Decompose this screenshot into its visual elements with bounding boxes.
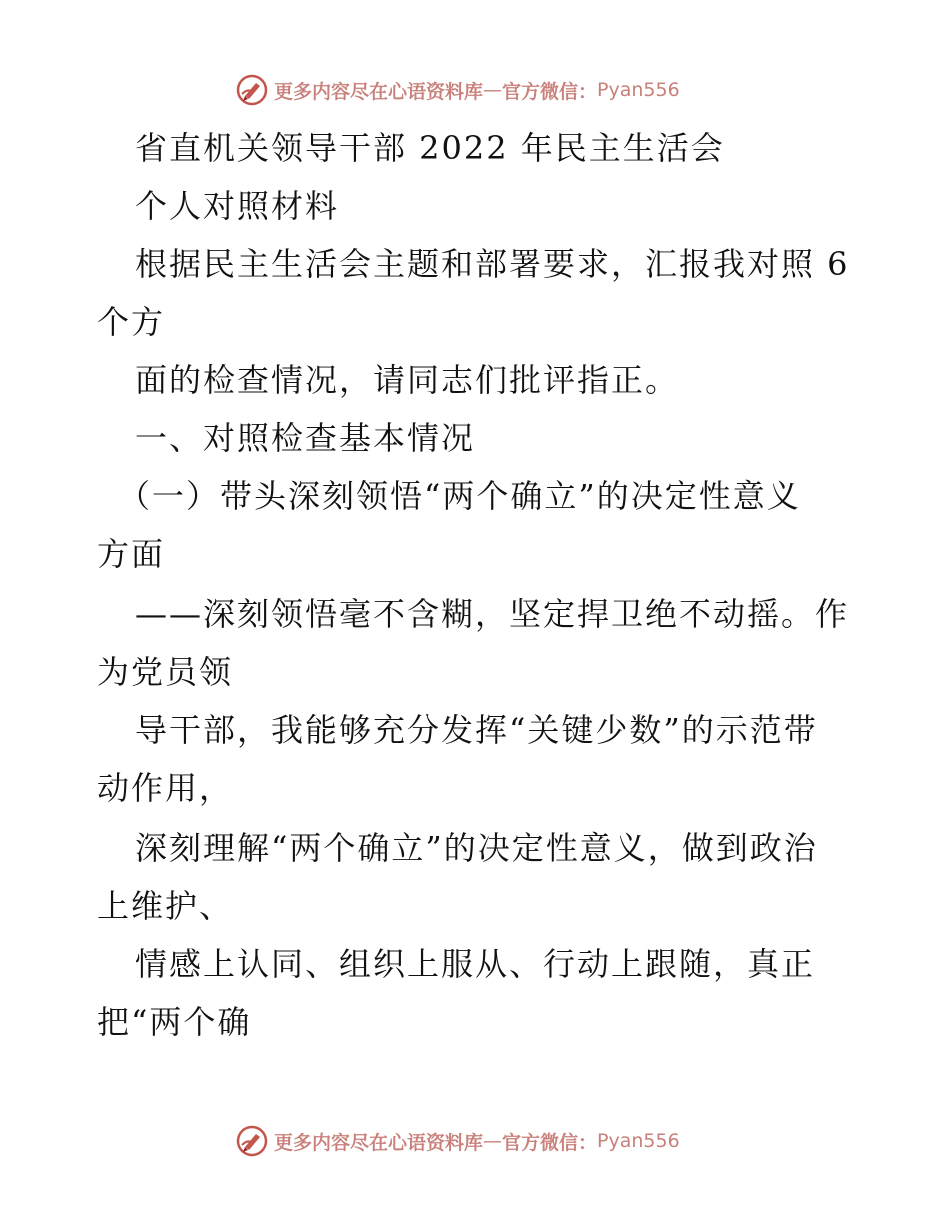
paragraph-line: 情感上认同、组织上服从、行动上跟随，真正 bbox=[135, 945, 816, 983]
banner-wechat-label: 官方微信： bbox=[502, 80, 598, 103]
document-subtitle: 个人对照材料 bbox=[135, 187, 340, 225]
banner-main-text: 更多内容尽在心语资料库 bbox=[274, 1131, 484, 1154]
paragraph-line: 导干部，我能够充分发挥“关键少数”的示范带 bbox=[135, 711, 818, 749]
section-heading: 一、对照检查基本情况 bbox=[135, 419, 476, 457]
banner-wechat-id: Pyan556 bbox=[597, 1130, 680, 1152]
paragraph-line: 把“两个确 bbox=[97, 1003, 252, 1041]
paragraph-line: 面的检查情况，请同志们批评指正。 bbox=[135, 361, 680, 399]
paragraph-line: 个方 bbox=[97, 303, 166, 341]
paragraph-line: 为党员领 bbox=[97, 653, 234, 691]
banner-separator: — bbox=[483, 1130, 503, 1152]
header-watermark-banner bbox=[236, 73, 680, 107]
pen-logo-icon bbox=[236, 1125, 268, 1157]
paragraph-line: 动作用， bbox=[97, 769, 234, 807]
banner-wechat-id: Pyan556 bbox=[597, 79, 680, 101]
banner-wechat-label: 官方微信： bbox=[502, 1131, 598, 1154]
document-title: 省直机关领导干部 2022 年民主生活会 bbox=[135, 129, 725, 167]
paragraph-line: 根据民主生活会主题和部署要求，汇报我对照 6 bbox=[135, 245, 850, 283]
pen-logo-icon bbox=[236, 74, 268, 106]
paragraph-line: ——深刻领悟毫不含糊，坚定捍卫绝不动摇。作 bbox=[135, 595, 850, 633]
banner-main-text: 更多内容尽在心语资料库 bbox=[274, 80, 484, 103]
banner-separator: — bbox=[483, 79, 503, 101]
paragraph-line: 上维护、 bbox=[97, 887, 234, 925]
footer-watermark-banner bbox=[236, 1124, 680, 1158]
paragraph-line: 深刻理解“两个确立”的决定性意义，做到政治 bbox=[135, 829, 818, 867]
subsection-heading: 方面 bbox=[97, 535, 166, 573]
subsection-heading: （一）带头深刻领悟“两个确立”的决定性意义 bbox=[118, 477, 801, 515]
